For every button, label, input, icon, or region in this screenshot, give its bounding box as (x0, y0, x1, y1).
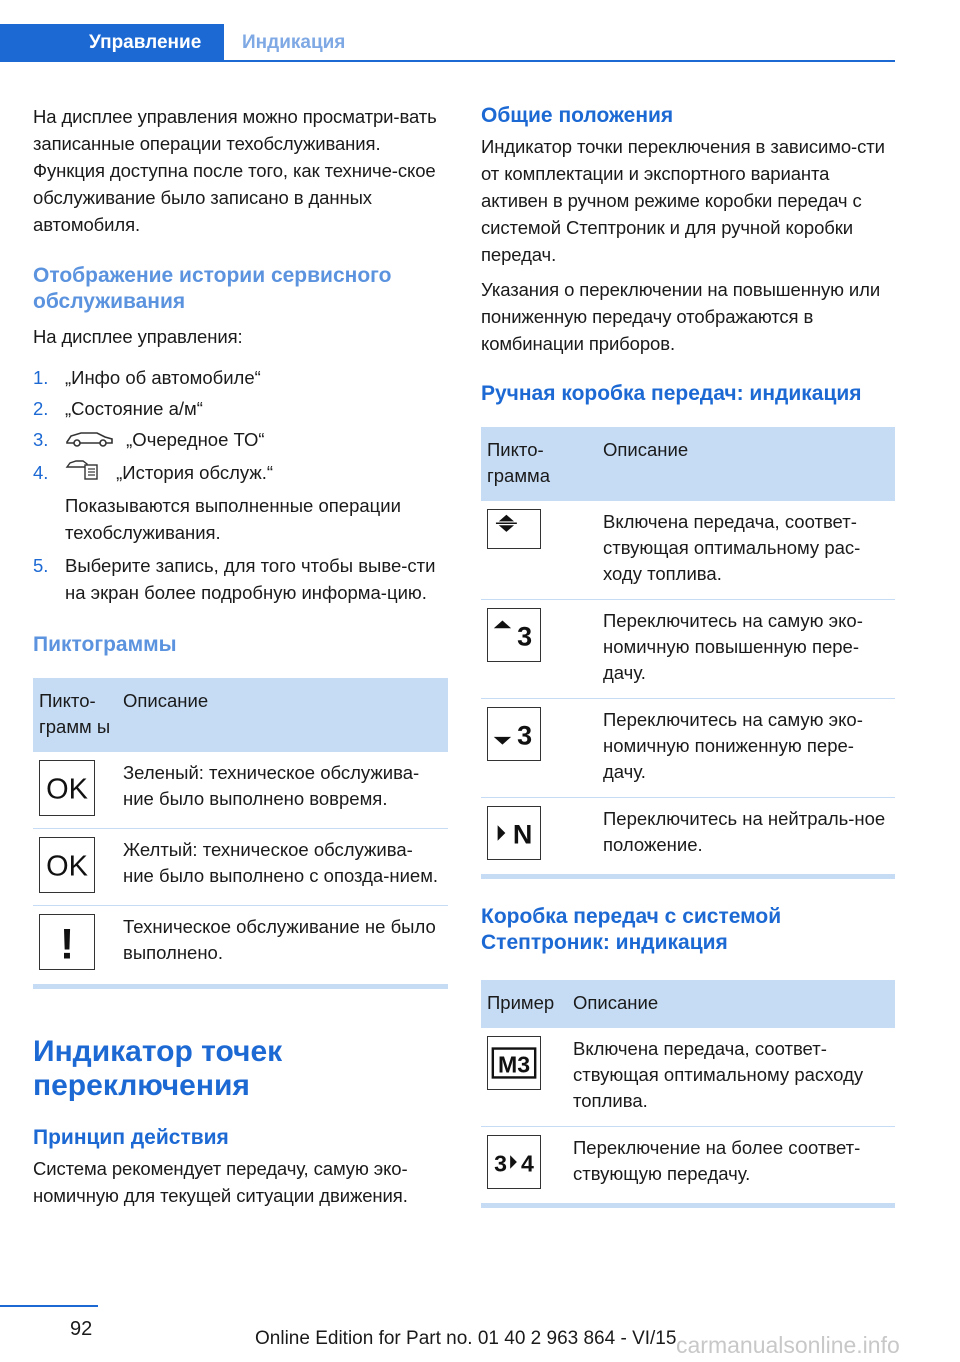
watermark: carmanualsonline.info (676, 1332, 900, 1358)
pictogram-cell (481, 699, 597, 798)
step-number: 2. (33, 398, 49, 419)
history-lead: На дисплее управления: (33, 326, 243, 347)
right-column (481, 100, 895, 1208)
table-end-rule (481, 874, 895, 879)
pictogram-cell (33, 829, 117, 906)
table-row (481, 1127, 895, 1202)
ok-glyph: OK (46, 850, 88, 883)
table-row (481, 501, 895, 600)
m3-icon (487, 1036, 541, 1090)
table-row (481, 1028, 895, 1127)
ok-glyph: OK (46, 773, 88, 806)
pictogram-cell (481, 1127, 567, 1202)
manual-gearbox-table (481, 427, 895, 872)
neutral-icon (487, 806, 541, 860)
general-paragraph-1: Индикатор точки переключения в зависимо-сти от комплектации и экспортного варианта активен в ручном режиме коробки передач с системой Стептроник и для ручной коробки передач. (481, 136, 885, 265)
column-header: Пример (481, 980, 567, 1028)
pictogram-cell (481, 600, 597, 699)
upshift-icon (487, 608, 541, 662)
step-text: „Состояние а/м“ (65, 398, 203, 419)
table-row (33, 906, 448, 983)
column-header: Описание (567, 980, 895, 1028)
general-paragraph-2: Указания о переключении на повышенную или пониженную передачу отображаются в комбинации приборов. (481, 279, 881, 354)
gear-glyph: N (512, 819, 533, 850)
m3-glyph: M3 (497, 1051, 531, 1078)
ok-icon (39, 837, 95, 893)
description-cell: Переключитесь на самую эко-номичную пониженную пере-дачу. (597, 699, 895, 798)
step-number: 4. (33, 461, 49, 483)
downshift-icon (487, 707, 541, 761)
steptronic-table (481, 980, 895, 1201)
gear-glyph: 3 (517, 621, 533, 652)
exclamation-glyph: ! (59, 920, 75, 968)
gear-glyph-target: 4 (521, 1150, 534, 1177)
table-row (481, 699, 895, 798)
edition-note: Online Edition for Part no. 01 40 2 963 864 - VI/15 (255, 1328, 677, 1349)
table-row (481, 798, 895, 873)
step-text: „Инфо об автомобиле“ (65, 367, 261, 388)
step-text: Выберите запись, для того чтобы выве-сти на экран более подробную информа-цию. (65, 555, 436, 604)
pictogram-cell (33, 906, 117, 983)
pictogram-cell (481, 1028, 567, 1127)
page-header (0, 0, 960, 62)
column-header: Описание (117, 678, 448, 752)
list-item (33, 364, 448, 391)
table-end-rule (33, 984, 448, 989)
gear-glyph: 3 (517, 720, 533, 751)
page-number: 92 (70, 1318, 93, 1340)
description-cell: Переключитесь на самую эко-номичную повышенную пере-дачу. (597, 600, 895, 699)
list-item (33, 395, 448, 422)
shift-3-4-icon (487, 1135, 541, 1189)
description-cell: Переключение на более соответ-ствующую передачу. (573, 1137, 861, 1184)
history-heading: Отображение истории сервисного обслуживания (33, 264, 392, 313)
table-row (33, 829, 448, 906)
table-header-row (481, 427, 895, 501)
principle-paragraph: Система рекомендует передачу, самую эко-номичную для текущей ситуации движения. (33, 1158, 408, 1207)
description-cell: Техническое обслуживание не было выполнено. (123, 916, 436, 964)
column-header: Пикто-грамма (481, 427, 597, 501)
exclamation-icon (39, 914, 95, 970)
principle-heading: Принцип действия (33, 1126, 229, 1150)
list-item (33, 492, 448, 546)
steptronic-heading: Коробка передач с системой Стептроник: индикация (481, 905, 782, 954)
optimal-gear-icon (487, 509, 541, 549)
pictograms-table (33, 678, 448, 982)
table-end-rule (481, 1203, 895, 1208)
shift-indicator-heading: Индикатор точек переключения (33, 1035, 283, 1103)
step-text: „Очередное ТО“ (126, 429, 265, 450)
pictogram-cell (481, 501, 597, 600)
description-cell: Зеленый: техническое обслужива-ние было выполнено вовремя. (117, 752, 448, 829)
manual-gearbox-heading: Ручная коробка передач: индикация (481, 382, 862, 405)
tab-upravlenie[interactable]: Управление (0, 24, 224, 61)
step-text: „История обслуж.“ (116, 461, 274, 483)
intro-paragraph: На дисплее управления можно просматри-вать записанные операции техобслуживания. Функция доступна после того, как техниче-ское обслуживание было записано в данных автомобиля. (33, 106, 437, 235)
step-number: 1. (33, 367, 49, 388)
table-row (33, 752, 448, 829)
header-divider (0, 60, 895, 62)
column-header: Пикто-грамм ы (33, 678, 117, 752)
description-cell: Включена передача, соответ-ствующая оптимальному расходу топлива. (567, 1028, 895, 1127)
description-cell: Переключитесь на нейтраль-ное положение. (603, 808, 886, 855)
table-header-row (481, 980, 895, 1028)
step-number: 3. (33, 429, 49, 450)
list-item (33, 459, 448, 489)
ok-icon (39, 760, 95, 816)
description-cell: Включена передача, соответ-ствующая оптимальному рас-ходу топлива. (597, 501, 895, 600)
step-text: Показываются выполненные операции техобслуживания. (65, 495, 401, 544)
pictograms-heading: Пиктограммы (33, 633, 177, 657)
table-row (481, 600, 895, 699)
general-heading: Общие положения (481, 104, 674, 127)
column-header: Описание (597, 427, 895, 501)
list-item (33, 552, 448, 606)
gear-glyph: 3 (494, 1150, 507, 1177)
list-item (33, 426, 448, 455)
tab-indikaciya[interactable]: Индикация (242, 32, 346, 53)
step-number: 5. (33, 555, 49, 577)
car-service-icon (65, 428, 115, 455)
footer-divider (0, 1305, 98, 1307)
left-column (33, 100, 448, 1209)
steps-list (33, 364, 448, 606)
service-history-icon (65, 459, 105, 488)
pictogram-cell (481, 798, 597, 873)
pictogram-cell (33, 752, 117, 829)
description-cell: Желтый: техническое обслужива-ние было выполнено с опозда-нием. (117, 829, 448, 906)
table-header-row (33, 678, 448, 752)
